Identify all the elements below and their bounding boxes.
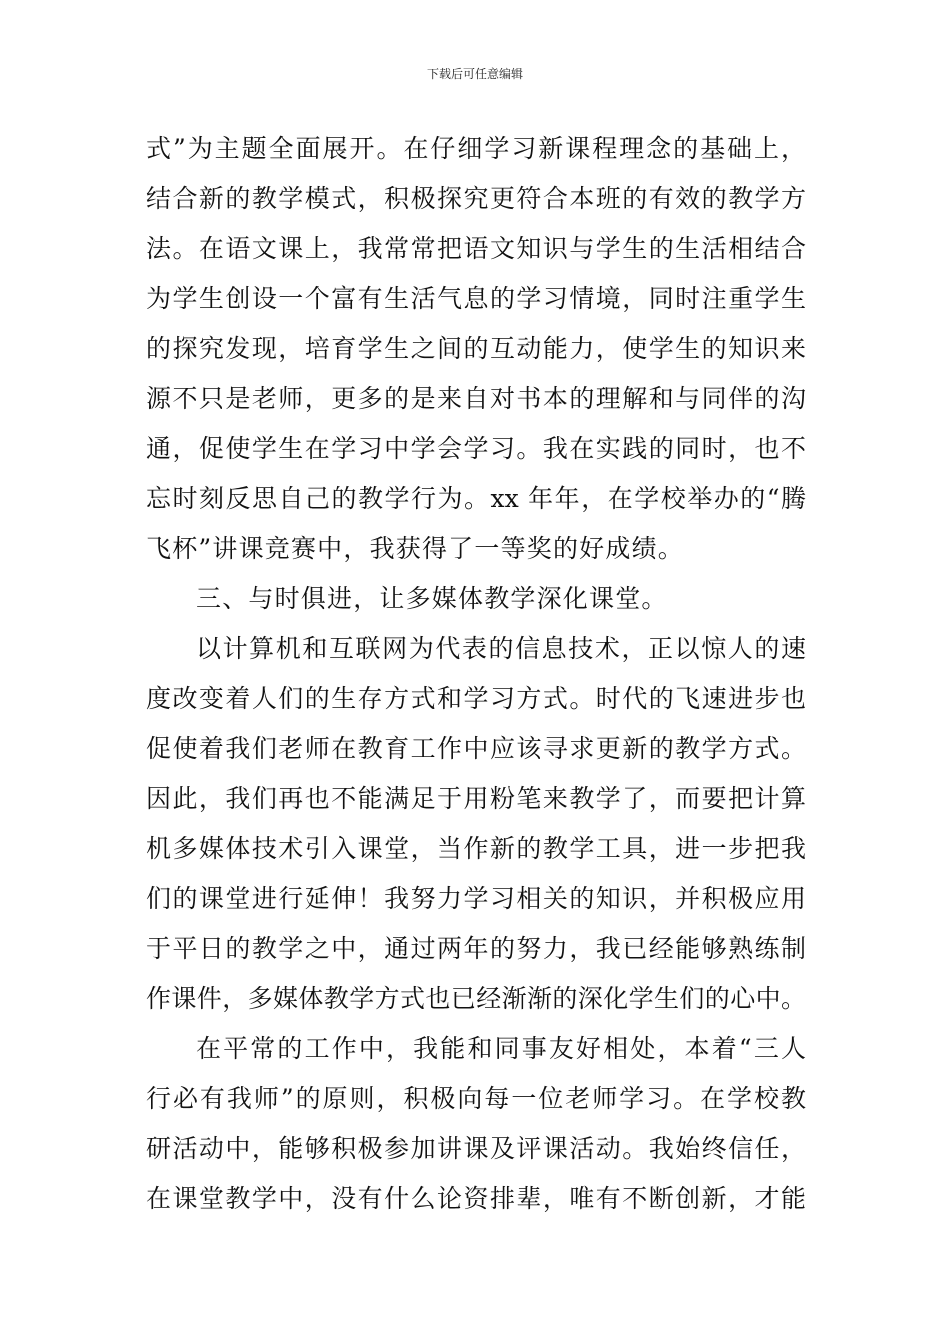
text-line: 结合新的教学模式，积极探究更符合本班的有效的教学方: [146, 184, 806, 213]
text-line: 研活动中，能够积极参加讲课及评课活动。我始终信任，: [146, 1134, 806, 1163]
page-header: 下载后可任意编辑: [426, 67, 523, 81]
section-heading: 三、与时俱进，让多媒体教学深化课堂。: [196, 584, 668, 613]
text-line: 机多媒体技术引入课堂，当作新的教学工具，进一步把我: [146, 834, 806, 863]
text-line: 通，促使学生在学习中学会学习。我在实践的同时，也不: [146, 434, 806, 463]
text-line: 以计算机和互联网为代表的信息技术，正以惊人的速: [196, 634, 806, 663]
text-line: 们的课堂进行延伸！我努力学习相关的知识，并积极应用: [146, 884, 806, 913]
text-line: 法。在语文课上，我常常把语文知识与学生的生活相结合: [146, 234, 806, 263]
text-line: 忘时刻反思自己的教学行为。xx 年年，在学校举办的“腾: [146, 484, 806, 513]
text-line: 在平常的工作中，我能和同事友好相处，本着“三人: [196, 1034, 806, 1063]
text-line: 式”为主题全面展开。在仔细学习新课程理念的基础上，: [146, 134, 806, 163]
text-line: 飞杯”讲课竞赛中，我获得了一等奖的好成绩。: [146, 534, 684, 563]
text-line: 行必有我师”的原则，积极向每一位老师学习。在学校教: [146, 1084, 806, 1113]
text-line: 因此，我们再也不能满足于用粉笔来教学了，而要把计算: [146, 784, 806, 813]
text-line: 源不只是老师，更多的是来自对书本的理解和与同伴的沟: [146, 384, 806, 413]
text-line: 作课件，多媒体教学方式也已经渐渐的深化学生们的心中。: [146, 984, 806, 1013]
text-line: 为学生创设一个富有生活气息的学习情境，同时注重学生: [146, 284, 806, 313]
text-line: 于平日的教学之中，通过两年的努力，我已经能够熟练制: [146, 934, 806, 963]
text-line: 在课堂教学中，没有什么论资排辈，唯有不断创新，才能: [146, 1184, 806, 1213]
text-line: 度改变着人们的生存方式和学习方式。时代的飞速进步也: [146, 684, 806, 713]
text-line: 促使着我们老师在教育工作中应该寻求更新的教学方式。: [146, 734, 806, 763]
document-body: [146, 124, 806, 1224]
text-line: 的探究发现，培育学生之间的互动能力，使学生的知识来: [146, 334, 806, 363]
